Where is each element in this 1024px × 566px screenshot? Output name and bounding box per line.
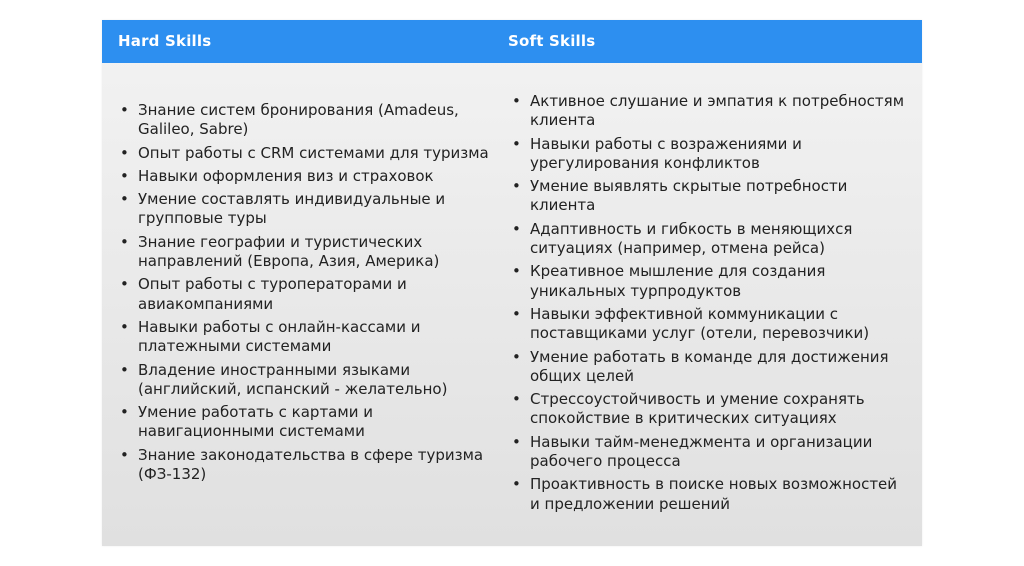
list-item (508, 177, 908, 216)
header-hard-skills: Hard Skills (118, 32, 212, 50)
bullet-icon: • (512, 219, 521, 238)
hard-skill-text: Навыки работы с онлайн-кассами и платежными системами (138, 317, 421, 356)
hard-skill-text: Знание законодательства в сфере туризма (ФЗ-132) (138, 445, 484, 484)
bullet-icon: • (512, 475, 521, 494)
list-item (116, 275, 496, 314)
hard-skill-text: Умение составлять индивидуальные и групповые туры (138, 190, 446, 228)
list-item (116, 233, 496, 272)
hard-skills-list (116, 101, 496, 488)
list-item (508, 135, 908, 174)
bullet-icon: • (512, 304, 521, 323)
bullet-icon: • (512, 134, 521, 153)
soft-skill-text: Активное слушание и эмпатия к потребностям клиента (530, 92, 905, 130)
bullet-icon: • (512, 432, 521, 451)
list-item (116, 318, 496, 357)
bullet-icon: • (120, 232, 129, 251)
hard-skill-text: Знание географии и туристических направлений (Европа, Азия, Америка) (138, 232, 440, 271)
bullet-icon: • (512, 347, 521, 366)
bullet-icon: • (120, 445, 129, 464)
bullet-icon: • (120, 360, 129, 379)
hard-skill-text: Опыт работы с CRM системами для туризма (138, 143, 489, 162)
soft-skill-text: Адаптивность и гибкость в меняющихся ситуациях (например, отмена рейса) (530, 219, 853, 258)
bullet-icon: • (512, 177, 521, 196)
soft-skill-text: Креативное мышление для создания уникальных турпродуктов (530, 262, 826, 300)
hard-skill-text: Знание систем бронирования (Amadeus, Galileo, Sabre) (138, 101, 459, 139)
list-item (116, 144, 496, 163)
hard-skill-text: Умение работать с картами и навигационными системами (138, 403, 373, 441)
bullet-icon: • (512, 262, 521, 281)
soft-skill-text: Навыки работы с возражениями и урегулирования конфликтов (530, 134, 802, 172)
list-item (508, 433, 908, 472)
bullet-icon: • (120, 317, 129, 336)
list-item (508, 475, 908, 514)
soft-skill-text: Умение выявлять скрытые потребности клиента (530, 177, 848, 215)
bullet-icon: • (120, 143, 129, 162)
header-soft-skills: Soft Skills (508, 32, 596, 50)
table-header (102, 20, 922, 63)
bullet-icon: • (512, 92, 521, 110)
bullet-icon: • (120, 101, 129, 119)
bullet-icon: • (120, 403, 129, 422)
hard-skill-text: Навыки оформления виз и страховок (138, 166, 434, 185)
soft-skill-text: Проактивность в поиске новых возможностей и предложении решений (530, 475, 898, 513)
list-item (508, 305, 908, 344)
soft-skill-text: Навыки эффективной коммуникации с поставщиками услуг (отели, перевозчики) (530, 304, 870, 343)
list-item (116, 446, 496, 485)
hard-skill-text: Владение иностранными языками (английский, испанский - желательно) (138, 360, 448, 398)
list-item (116, 167, 496, 186)
list-item (508, 220, 908, 259)
soft-skill-text: Навыки тайм-менеджмента и организации рабочего процесса (530, 432, 873, 471)
soft-skills-list (508, 92, 908, 518)
list-item (116, 361, 496, 400)
list-item (508, 92, 908, 131)
soft-skill-text: Стрессоустойчивость и умение сохранять спокойствие в критических ситуациях (530, 390, 865, 428)
soft-skill-text: Умение работать в команде для достижения общих целей (530, 347, 889, 385)
list-item (116, 403, 496, 442)
list-item (116, 190, 496, 229)
list-item (508, 390, 908, 429)
list-item (508, 262, 908, 301)
list-item (116, 101, 496, 140)
bullet-icon: • (120, 166, 129, 185)
bullet-icon: • (512, 390, 521, 409)
bullet-icon: • (120, 275, 129, 294)
hard-skill-text: Опыт работы с туроператорами и авиакомпаниями (138, 275, 407, 313)
list-item (508, 348, 908, 387)
skills-table (102, 20, 922, 546)
bullet-icon: • (120, 190, 129, 209)
